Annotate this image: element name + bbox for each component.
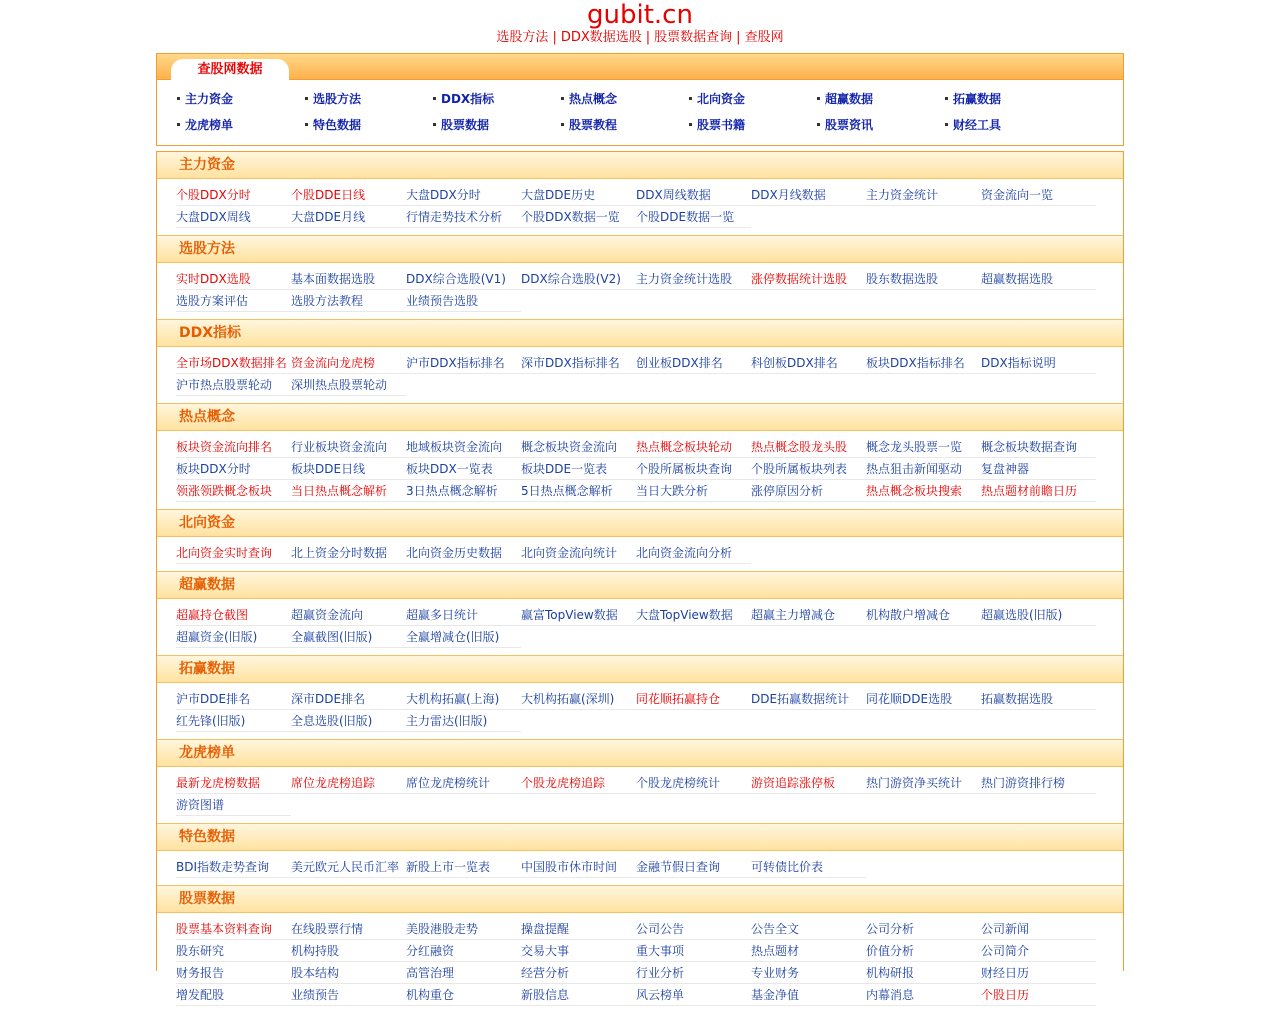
section-links [157, 537, 1106, 571]
section-link[interactable]: 股东数据选股 [866, 269, 981, 290]
section-link[interactable]: 股票基本资料查询 [176, 919, 291, 940]
top-nav-label: 股票书籍 [697, 118, 746, 132]
section-link[interactable]: 热点概念板块搜索 [866, 481, 981, 502]
top-nav-item[interactable] [305, 86, 433, 112]
section-link[interactable]: 超赢多日统计 [406, 605, 521, 626]
section-link[interactable]: 行业分析 [636, 963, 751, 984]
section-link[interactable]: 领涨领跌概念板块 [176, 481, 291, 502]
section-link[interactable]: 增发配股 [176, 985, 291, 1006]
section-link[interactable]: 风云榜单 [636, 985, 751, 1006]
top-nav-label: 股票资讯 [825, 118, 874, 132]
section-link[interactable]: 涨停数据统计选股 [751, 269, 866, 290]
section-link[interactable]: 科创板DDX排名 [751, 353, 866, 374]
section-link[interactable]: 金融节假日查询 [636, 857, 751, 878]
section-link[interactable]: 深市DDE排名 [291, 689, 406, 710]
section-link[interactable]: 5日热点概念解析 [521, 481, 636, 502]
top-nav-item[interactable] [177, 86, 305, 112]
section-link[interactable]: 个股DDX数据一览 [521, 207, 636, 228]
bullet-icon [689, 123, 692, 126]
section-links [157, 263, 1106, 319]
top-nav-item[interactable] [817, 86, 945, 112]
section-link[interactable]: 超赢持仓截图 [176, 605, 291, 626]
section-link[interactable]: 赢富TopView数据 [521, 605, 636, 626]
top-nav-label: 选股方法 [313, 92, 362, 106]
bullet-icon [177, 97, 180, 100]
section-link[interactable]: 可转债比价表 [751, 857, 866, 878]
section-link[interactable]: 个股DDX分时 [176, 185, 291, 206]
section-link[interactable]: 机构散户增减仓 [866, 605, 981, 626]
section-link[interactable]: 大盘DDE历史 [521, 185, 636, 206]
section-link[interactable]: 概念板块数据查询 [981, 437, 1096, 458]
top-nav-header [157, 54, 1123, 80]
top-nav-item[interactable] [689, 86, 817, 112]
section-link[interactable]: 全息选股(旧版) [291, 711, 406, 732]
section-link[interactable]: 新股信息 [521, 985, 636, 1006]
section-links [157, 347, 1106, 403]
section-links [157, 851, 1106, 885]
section-header: DDX指标 [157, 319, 1123, 347]
section-link[interactable]: 选股方法教程 [291, 291, 406, 312]
section-header: 特色数据 [157, 823, 1123, 851]
section-link[interactable]: 全赢截图(旧版) [291, 627, 406, 648]
section-link[interactable]: 公告全文 [751, 919, 866, 940]
section-link[interactable]: 在线股票行情 [291, 919, 406, 940]
section-link[interactable]: 业绩预告 [291, 985, 406, 1006]
section-link[interactable]: 经营分析 [521, 963, 636, 984]
section-link[interactable]: 股本结构 [291, 963, 406, 984]
top-nav-label: 特色数据 [313, 118, 362, 132]
bullet-icon [177, 123, 180, 126]
section-link[interactable]: 个股DDE数据一览 [636, 207, 751, 228]
top-nav-row [177, 86, 1123, 112]
section-link[interactable]: 主力资金统计选股 [636, 269, 751, 290]
section-link[interactable]: 热点概念板块轮动 [636, 437, 751, 458]
tab-chagu-data[interactable]: 查股网数据 [171, 59, 289, 80]
section-link[interactable]: 超赢选股(旧版) [981, 605, 1096, 626]
section-link[interactable]: 业绩预告选股 [406, 291, 521, 312]
top-nav-label: 主力资金 [185, 92, 234, 106]
top-nav-item[interactable] [561, 112, 689, 138]
top-nav-item[interactable] [561, 86, 689, 112]
tagline-separator: | [645, 30, 651, 45]
section-link[interactable]: 当日大跌分析 [636, 481, 751, 502]
bullet-icon [945, 97, 948, 100]
top-nav-label: 股票教程 [569, 118, 618, 132]
section-link[interactable]: 个股龙虎榜追踪 [521, 773, 636, 794]
section-link[interactable]: 公司新闻 [981, 919, 1096, 940]
section-link[interactable]: DDE拓赢数据统计 [751, 689, 866, 710]
section-links [157, 913, 1106, 1013]
tagline-separator: | [552, 30, 557, 45]
section-link[interactable]: 大盘DDE月线 [291, 207, 406, 228]
top-nav-item[interactable] [945, 86, 1073, 112]
section-link[interactable]: 行情走势技术分析 [406, 207, 521, 228]
section-link[interactable]: 实时DDX选股 [176, 269, 291, 290]
section-link[interactable]: 行业板块资金流向 [291, 437, 406, 458]
section-link[interactable]: 红先锋(旧版) [176, 711, 291, 732]
section-link[interactable]: 主力资金统计 [866, 185, 981, 206]
top-nav-item[interactable] [689, 112, 817, 138]
section-link[interactable]: 复盘神器 [981, 459, 1096, 480]
bullet-icon [817, 97, 820, 100]
top-nav-label: 北向资金 [697, 92, 746, 106]
section-link[interactable]: 地域板块资金流向 [406, 437, 521, 458]
section-link[interactable]: 当日热点概念解析 [291, 481, 406, 502]
top-nav-grid [157, 80, 1123, 138]
page-wrapper [156, 53, 1124, 1002]
section-link[interactable]: 深圳热点股票轮动 [291, 375, 406, 396]
top-nav-label: DDX指标 [441, 92, 495, 106]
section-link[interactable]: 个股龙虎榜统计 [636, 773, 751, 794]
top-nav-item[interactable] [945, 112, 1073, 138]
section-link[interactable]: 价值分析 [866, 941, 981, 962]
section-link[interactable]: 美股港股走势 [406, 919, 521, 940]
bullet-icon [433, 97, 436, 100]
section-link[interactable]: 拓赢数据选股 [981, 689, 1096, 710]
section-link[interactable]: 北向资金流向统计 [521, 543, 636, 564]
section-link[interactable]: 基金净值 [751, 985, 866, 1006]
section-link[interactable]: 资金流向龙虎榜 [291, 353, 406, 374]
section-link[interactable]: 热点题材 [751, 941, 866, 962]
top-nav-label: 股票数据 [441, 118, 490, 132]
section-link[interactable]: 3日热点概念解析 [406, 481, 521, 502]
section-link[interactable]: 个股所属板块查询 [636, 459, 751, 480]
section-link[interactable]: DDX指标说明 [981, 353, 1096, 374]
bullet-icon [945, 123, 948, 126]
section-link[interactable]: 板块资金流向排名 [176, 437, 291, 458]
top-nav-box [156, 53, 1124, 146]
section-link[interactable]: 概念板块资金流向 [521, 437, 636, 458]
section-link[interactable]: 个股所属板块列表 [751, 459, 866, 480]
section-link[interactable]: 超赢主力增减仓 [751, 605, 866, 626]
site-title[interactable]: gubit.cn [587, 0, 693, 30]
section-link[interactable]: 交易大事 [521, 941, 636, 962]
section-link[interactable]: 美元欧元人民币汇率 [291, 857, 406, 878]
section-link[interactable]: 概念龙头股票一览 [866, 437, 981, 458]
section-links [157, 431, 1106, 509]
section-link[interactable]: 席位龙虎榜统计 [406, 773, 521, 794]
bullet-icon [433, 123, 436, 126]
section-header: 主力资金 [157, 152, 1123, 179]
section-header: 拓赢数据 [157, 655, 1123, 683]
top-nav-row [177, 112, 1123, 138]
top-nav-label: 拓赢数据 [953, 92, 1002, 106]
tagline-links [0, 30, 1280, 46]
tagline-link-query[interactable]: 股票数据查询 [654, 30, 733, 45]
section-links [157, 767, 1106, 823]
tagline-link-ddx[interactable]: DDX数据选股 [560, 30, 642, 45]
section-link[interactable]: 游资图谱 [176, 795, 291, 816]
section-link[interactable]: 沪市DDX指标排名 [406, 353, 521, 374]
section-header: 选股方法 [157, 235, 1123, 263]
section-link[interactable]: 公司公告 [636, 919, 751, 940]
section-link[interactable]: 大机构拓赢(上海) [406, 689, 521, 710]
section-link[interactable]: 热点狙击新闻驱动 [866, 459, 981, 480]
section-link[interactable]: 全市场DDX数据排名 [176, 353, 291, 374]
section-link[interactable]: 资金流向一览 [981, 185, 1096, 206]
section-link[interactable]: 北向资金实时查询 [176, 543, 291, 564]
bullet-icon [689, 97, 692, 100]
section-link[interactable]: 同花顺拓赢持仓 [636, 689, 751, 710]
section-link[interactable]: 北向资金历史数据 [406, 543, 521, 564]
section-links [157, 683, 1106, 739]
section-link[interactable]: 中国股市休市时间 [521, 857, 636, 878]
section-link[interactable]: 同花顺DDE选股 [866, 689, 981, 710]
section-link[interactable]: 新股上市一览表 [406, 857, 521, 878]
top-nav-item[interactable] [433, 112, 561, 138]
section-link[interactable]: 基本面数据选股 [291, 269, 406, 290]
section-link[interactable]: 主力雷达(旧版) [406, 711, 521, 732]
section-link[interactable]: 沪市DDE排名 [176, 689, 291, 710]
bullet-icon [305, 123, 308, 126]
top-nav-item[interactable] [433, 86, 561, 112]
bullet-icon [561, 123, 564, 126]
section-link[interactable]: 公司分析 [866, 919, 981, 940]
tagline-separator: | [736, 30, 741, 45]
section-link[interactable]: BDI指数走势查询 [176, 857, 291, 878]
section-link[interactable]: DDX综合选股(V1) [406, 269, 521, 290]
section-header: 股票数据 [157, 885, 1123, 913]
section-link[interactable]: 北上资金分时数据 [291, 543, 406, 564]
section-link[interactable]: DDX月线数据 [751, 185, 866, 206]
section-link[interactable]: 北向资金流向分析 [636, 543, 751, 564]
top-nav-label: 超赢数据 [825, 92, 874, 106]
top-nav-item[interactable] [817, 112, 945, 138]
section-link[interactable]: 超赢资金(旧版) [176, 627, 291, 648]
section-link[interactable]: 热门游资净买统计 [866, 773, 981, 794]
section-link[interactable]: 专业财务 [751, 963, 866, 984]
section-link[interactable]: 创业板DDX排名 [636, 353, 751, 374]
section-link[interactable]: 热门游资排行榜 [981, 773, 1096, 794]
section-link[interactable]: 板块DDX分时 [176, 459, 291, 480]
section-link[interactable]: DDX周线数据 [636, 185, 751, 206]
section-link[interactable]: DDX综合选股(V2) [521, 269, 636, 290]
section-link[interactable]: 机构研报 [866, 963, 981, 984]
section-link[interactable]: 操盘提醒 [521, 919, 636, 940]
section-link[interactable]: 大盘DDX分时 [406, 185, 521, 206]
section-link[interactable]: 板块DDE日线 [291, 459, 406, 480]
section-links [157, 179, 1106, 235]
section-link[interactable]: 机构持股 [291, 941, 406, 962]
section-link[interactable]: 涨停原因分析 [751, 481, 866, 502]
section-link[interactable]: 最新龙虎榜数据 [176, 773, 291, 794]
section-link[interactable]: 股东研究 [176, 941, 291, 962]
section-link[interactable]: 财经日历 [981, 963, 1096, 984]
section-header: 热点概念 [157, 403, 1123, 431]
section-link[interactable]: 大盘DDX周线 [176, 207, 291, 228]
section-header: 龙虎榜单 [157, 739, 1123, 767]
section-header: 北向资金 [157, 509, 1123, 537]
section-link[interactable]: 席位龙虎榜追踪 [291, 773, 406, 794]
section-link[interactable]: 超赢资金流向 [291, 605, 406, 626]
top-nav-item[interactable] [305, 112, 433, 138]
top-nav-label: 热点概念 [569, 92, 618, 106]
bullet-icon [817, 123, 820, 126]
section-link[interactable]: 超赢数据选股 [981, 269, 1096, 290]
sections-box [156, 151, 1124, 1002]
section-link[interactable]: 个股DDE日线 [291, 185, 406, 206]
tagline-link-chagu[interactable]: 查股网 [744, 30, 784, 45]
section-link[interactable]: 大机构拓赢(深圳) [521, 689, 636, 710]
tagline-link-xuangu[interactable]: 选股方法 [496, 30, 549, 45]
section-link[interactable]: 机构重仓 [406, 985, 521, 1006]
section-link[interactable]: 高管治理 [406, 963, 521, 984]
section-link[interactable]: 热点题材前瞻日历 [981, 481, 1096, 502]
section-link[interactable]: 重大事项 [636, 941, 751, 962]
section-link[interactable]: 大盘TopView数据 [636, 605, 751, 626]
section-link[interactable]: 板块DDX指标排名 [866, 353, 981, 374]
section-link[interactable]: 内幕消息 [866, 985, 981, 1006]
top-nav-item[interactable] [177, 112, 305, 138]
site-header [0, 0, 1280, 52]
section-link[interactable]: 沪市热点股票轮动 [176, 375, 291, 396]
section-link[interactable]: 板块DDE一览表 [521, 459, 636, 480]
section-link[interactable]: 公司简介 [981, 941, 1096, 962]
section-link[interactable]: 游资追踪涨停板 [751, 773, 866, 794]
top-nav-label: 财经工具 [953, 118, 1002, 132]
section-header: 超赢数据 [157, 571, 1123, 599]
section-link[interactable]: 全赢增减仓(旧版) [406, 627, 521, 648]
section-links [157, 599, 1106, 655]
section-link[interactable]: 板块DDX一览表 [406, 459, 521, 480]
top-nav-label: 龙虎榜单 [185, 118, 234, 132]
section-link[interactable]: 深市DDX指标排名 [521, 353, 636, 374]
section-link[interactable]: 财务报告 [176, 963, 291, 984]
section-link[interactable]: 个股日历 [981, 985, 1096, 1006]
bullet-icon [305, 97, 308, 100]
section-link[interactable]: 热点概念股龙头股 [751, 437, 866, 458]
section-link[interactable]: 选股方案评估 [176, 291, 291, 312]
bullet-icon [561, 97, 564, 100]
section-link[interactable]: 分红融资 [406, 941, 521, 962]
